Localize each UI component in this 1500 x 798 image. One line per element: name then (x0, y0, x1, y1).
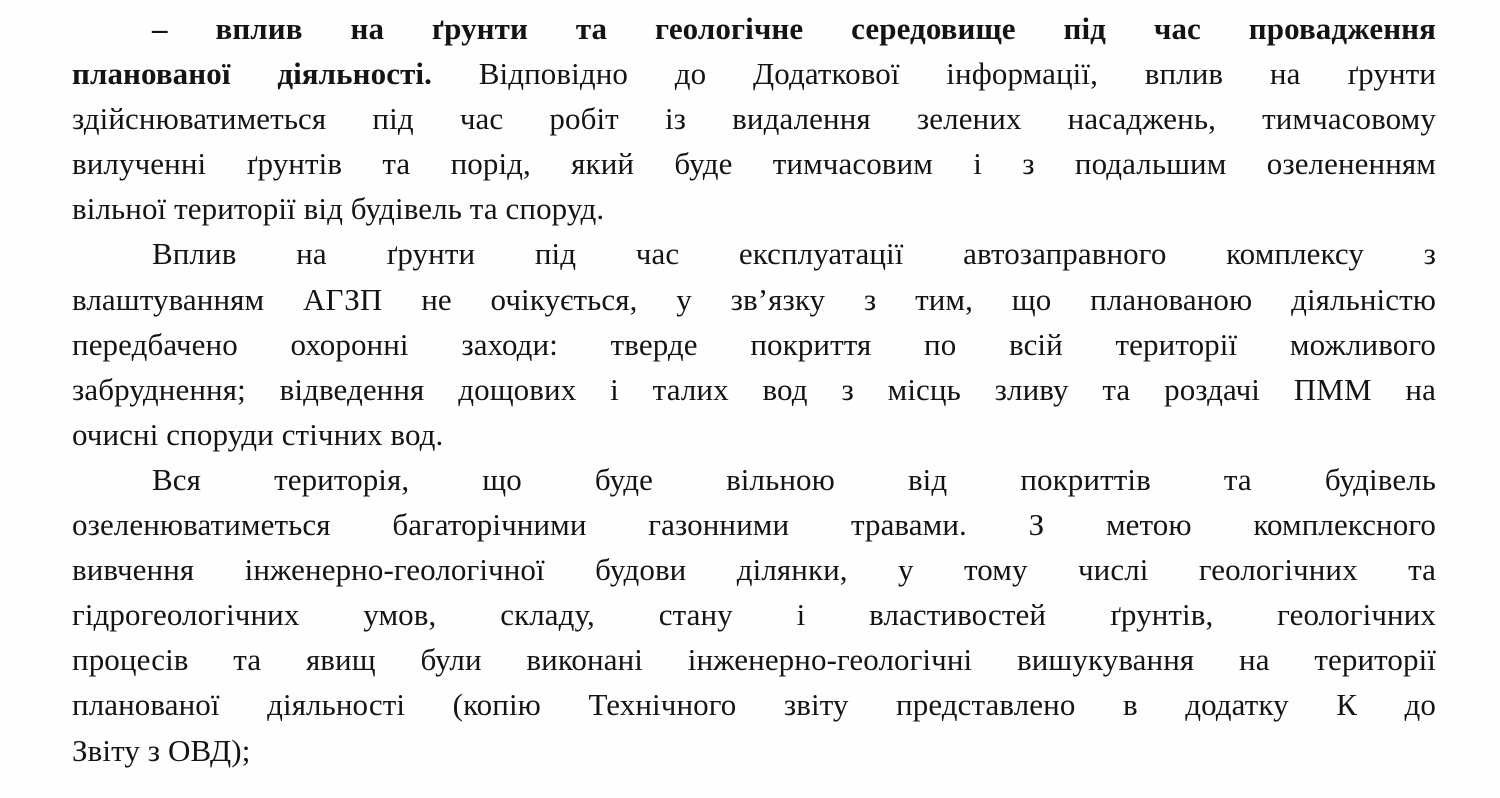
text-line: влаштуванням АГЗП не очікується, у зв’язку з тим, що планованою діяльністю (72, 281, 1436, 317)
text-line: Вплив на ґрунти під час експлуатації автозаправного комплексу з (152, 236, 1436, 272)
text-line: очисні споруди стічних вод. (72, 416, 444, 452)
bold-heading-text: планованої діяльності. (72, 56, 432, 92)
text-line (72, 51, 1436, 96)
text-line: процесів та явищ були виконані інженерно-геологічні вишукування на території (72, 642, 1436, 678)
text-line: гідрогеологічних умов, складу, стану і властивостей ґрунтів, геологічних (72, 597, 1436, 633)
text-line: вільної території від будівель та споруд. (72, 191, 605, 227)
text-line (72, 6, 1436, 51)
paragraph-soil-impact-intro (72, 6, 1436, 231)
paragraph-landscaping-survey (72, 457, 1436, 773)
text-line: передбачено охоронні заходи: тверде покриття по всій території можливого (72, 326, 1436, 362)
text-line: вивчення інженерно-геологічної будови ділянки, у тому числі геологічних та (72, 552, 1436, 588)
body-text: Відповідно до Додаткової інформації, вплив на ґрунти (431, 56, 1436, 92)
text-line: здійснюватиметься під час робіт із видалення зелених насаджень, тимчасовому (72, 101, 1436, 137)
text-line: Вся територія, що буде вільною від покриттів та будівель (152, 461, 1436, 497)
text-line: Звіту з ОВД); (72, 732, 251, 768)
bold-heading-text: – вплив на ґрунти та геологічне середовище під час провадження (152, 11, 1436, 46)
text-line: забруднення; відведення дощових і талих вод з місць зливу та роздачі ПММ на (72, 371, 1436, 407)
text-line: озеленюватиметься багаторічними газонними травами. З метою комплексного (72, 507, 1436, 543)
text-line: вилученні ґрунтів та порід, який буде тимчасовим і з подальшим озелененням (72, 146, 1436, 182)
paragraph-soil-impact-operation (72, 231, 1436, 456)
document-text (72, 6, 1436, 773)
text-line: планованої діяльності (копію Технічного звіту представлено в додатку К до (72, 687, 1436, 723)
